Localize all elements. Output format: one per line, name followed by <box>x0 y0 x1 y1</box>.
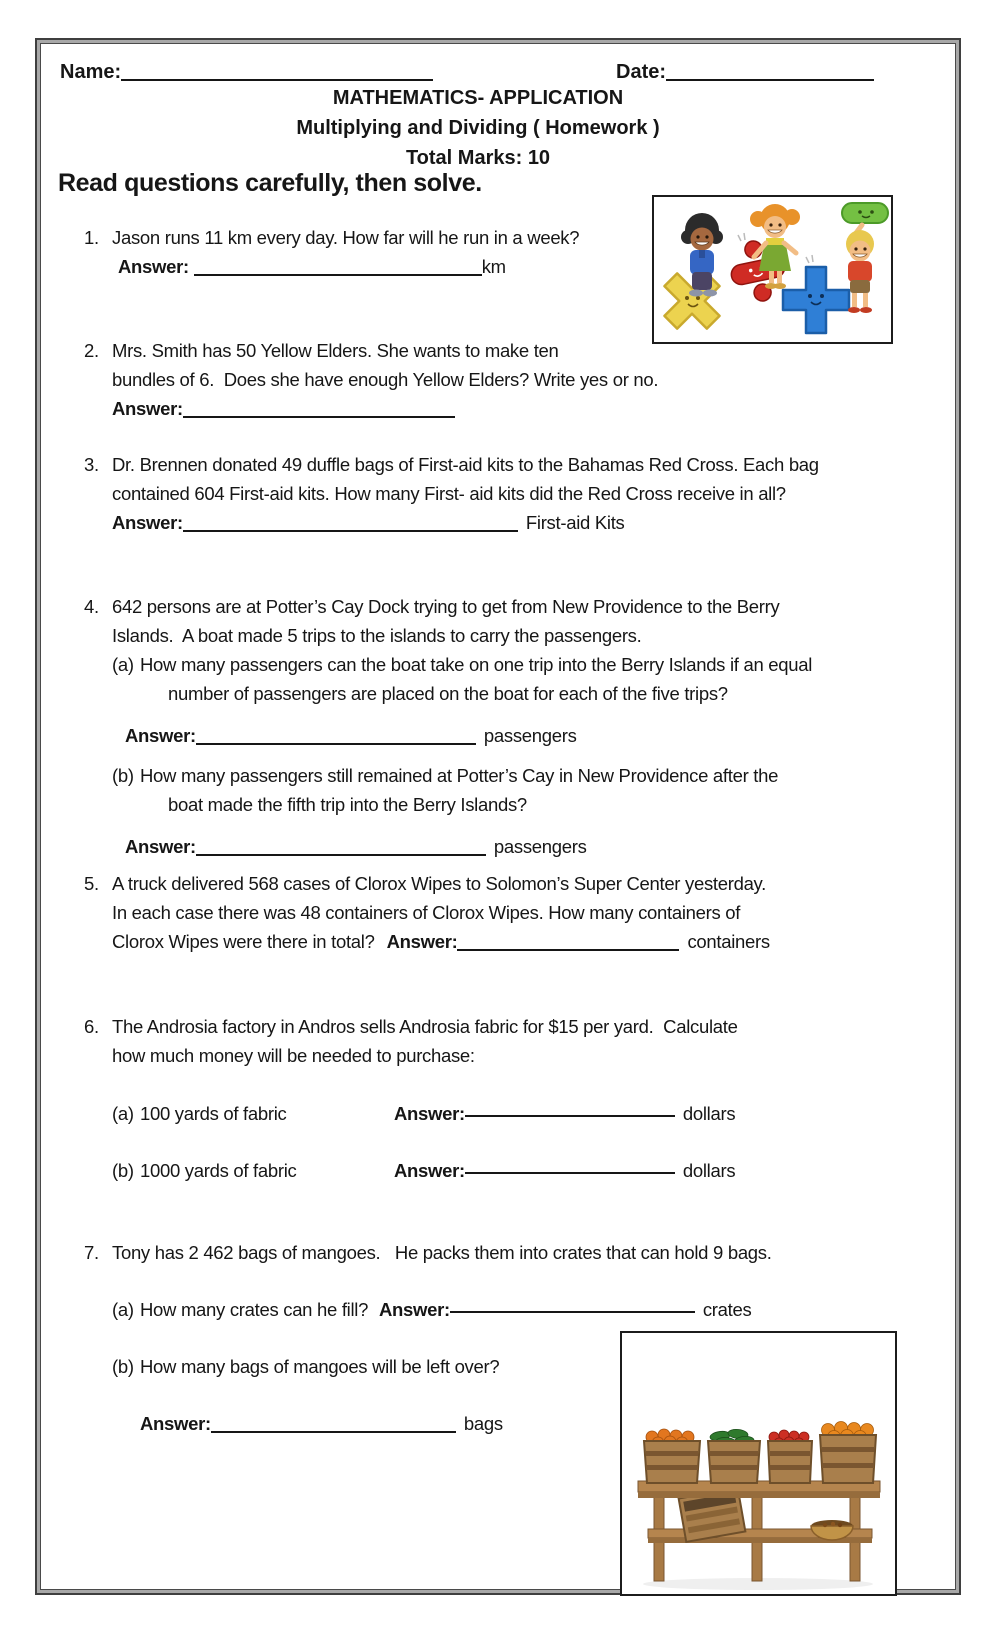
question-text: Islands. A boat made 5 trips to the islands to carry the passengers. <box>112 625 642 646</box>
part-label: (b) <box>112 765 134 786</box>
answer-label: Answer: <box>125 725 196 746</box>
question-text: contained 604 First-aid kits. How many First- aid kits did the Red Cross receive in all? <box>112 483 786 504</box>
worksheet-title: MATHEMATICS- APPLICATION <box>332 87 624 109</box>
q7a-answer-blank[interactable] <box>450 1295 695 1313</box>
date-label: Date: <box>616 61 667 83</box>
answer-label: Answer: <box>125 836 196 857</box>
q5-answer-blank[interactable] <box>457 933 679 951</box>
name-label: Name: <box>60 61 122 83</box>
question-text: Clorox Wipes were there in total? <box>112 931 375 952</box>
answer-label: Answer: <box>112 512 183 533</box>
part-text: 1000 yards of fabric <box>140 1160 297 1181</box>
part-text: How many crates can he fill? <box>140 1299 373 1320</box>
part-text: How many passengers still remained at Potter’s Cay in New Providence after the <box>140 765 779 786</box>
question-text: 642 persons are at Potter’s Cay Dock trying to get from New Providence to the Berry <box>112 596 780 617</box>
question-6 <box>84 1012 944 1185</box>
part-text: boat made the fifth trip into the Berry Islands? <box>168 794 527 815</box>
part-label: (a) <box>112 1299 134 1320</box>
q6b-answer-blank[interactable] <box>465 1156 675 1174</box>
question-4 <box>84 592 944 861</box>
date-blank[interactable] <box>666 63 874 81</box>
q4b-answer-blank[interactable] <box>196 838 486 856</box>
question-number: 5. <box>84 873 99 894</box>
question-1 <box>84 223 944 281</box>
question-number: 1. <box>84 227 99 248</box>
answer-unit: passengers <box>483 725 577 746</box>
total-marks: Total Marks: 10 <box>405 147 551 169</box>
answer-unit: dollars <box>682 1160 736 1181</box>
answer-unit: dollars <box>682 1103 736 1124</box>
answer-label: Answer: <box>112 398 183 419</box>
header <box>60 61 932 87</box>
answer-label: Answer: <box>140 1413 211 1434</box>
question-text: A truck delivered 568 cases of Clorox Wipes to Solomon’s Super Center yesterday. <box>112 873 766 894</box>
answer-unit: bags <box>463 1413 503 1434</box>
part-label: (a) <box>112 654 134 675</box>
question-3 <box>84 450 944 537</box>
question-number: 2. <box>84 340 99 361</box>
part-text: How many passengers can the boat take on one trip into the Berry Islands if an equal <box>140 654 813 675</box>
page-border <box>37 40 959 1593</box>
minus-symbol <box>842 203 888 223</box>
part-text: 100 yards of fabric <box>140 1103 287 1124</box>
question-5 <box>84 869 944 956</box>
answer-label: Answer: <box>394 1103 465 1124</box>
q3-answer-blank[interactable] <box>183 514 518 532</box>
part-text: number of passengers are placed on the boat for each of the five trips? <box>168 683 728 704</box>
part-label: (b) <box>112 1356 134 1377</box>
q7b-answer-blank[interactable] <box>211 1415 456 1433</box>
q1-answer-blank[interactable] <box>194 258 482 276</box>
question-text: The Androsia factory in Andros sells Androsia fabric for $15 per yard. Calculate <box>112 1016 738 1037</box>
question-number: 7. <box>84 1242 99 1263</box>
worksheet-subtitle: Multiplying and Dividing ( Homework ) <box>296 117 660 139</box>
produce-crates-photo-box <box>620 1331 897 1596</box>
top-shelf-edge <box>638 1492 880 1498</box>
instruction-heading: Read questions carefully, then solve. <box>58 169 482 197</box>
question-number: 4. <box>84 596 99 617</box>
name-blank[interactable] <box>121 63 433 81</box>
crate-oranges <box>644 1429 700 1483</box>
part-label: (a) <box>112 1103 134 1124</box>
produce-crates-stand-photo <box>622 1333 895 1594</box>
q6a-answer-blank[interactable] <box>465 1099 675 1117</box>
answer-label: Answer: <box>378 1299 450 1320</box>
question-text: Jason runs 11 km every day. How far will he run in a week? <box>112 227 580 248</box>
question-text: Mrs. Smith has 50 Yellow Elders. She wants to make ten <box>112 340 559 361</box>
question-text: how much money will be needed to purchase: <box>112 1045 475 1066</box>
answer-label: Answer: <box>118 256 189 277</box>
question-2 <box>84 336 944 423</box>
question-number: 3. <box>84 454 99 475</box>
question-text: Tony has 2 462 bags of mangoes. He packs them into crates that can hold 9 bags. <box>112 1242 772 1263</box>
part-text: How many bags of mangoes will be left over? <box>140 1356 500 1377</box>
q2-answer-blank[interactable] <box>183 400 455 418</box>
question-number: 6. <box>84 1016 99 1037</box>
answer-unit: km <box>481 256 506 277</box>
part-label: (b) <box>112 1160 134 1181</box>
crate-tangerines <box>820 1422 876 1484</box>
question-text: bundles of 6. Does she have enough Yellow Elders? Write yes or no. <box>112 369 659 390</box>
answer-unit: First-aid Kits <box>525 512 625 533</box>
answer-unit: crates <box>702 1299 752 1320</box>
crate-cucumbers <box>708 1428 760 1483</box>
question-text: Dr. Brennen donated 49 duffle bags of First-aid kits to the Bahamas Red Cross. Each bag <box>112 454 819 475</box>
q4a-answer-blank[interactable] <box>196 727 476 745</box>
answer-label: Answer: <box>394 1160 465 1181</box>
answer-unit: containers <box>687 931 770 952</box>
answer-unit: passengers <box>493 836 587 857</box>
answer-label: Answer: <box>386 931 458 952</box>
crate-tomatoes <box>768 1430 812 1483</box>
question-text: In each case there was 48 containers of Clorox Wipes. How many containers of <box>112 902 741 923</box>
